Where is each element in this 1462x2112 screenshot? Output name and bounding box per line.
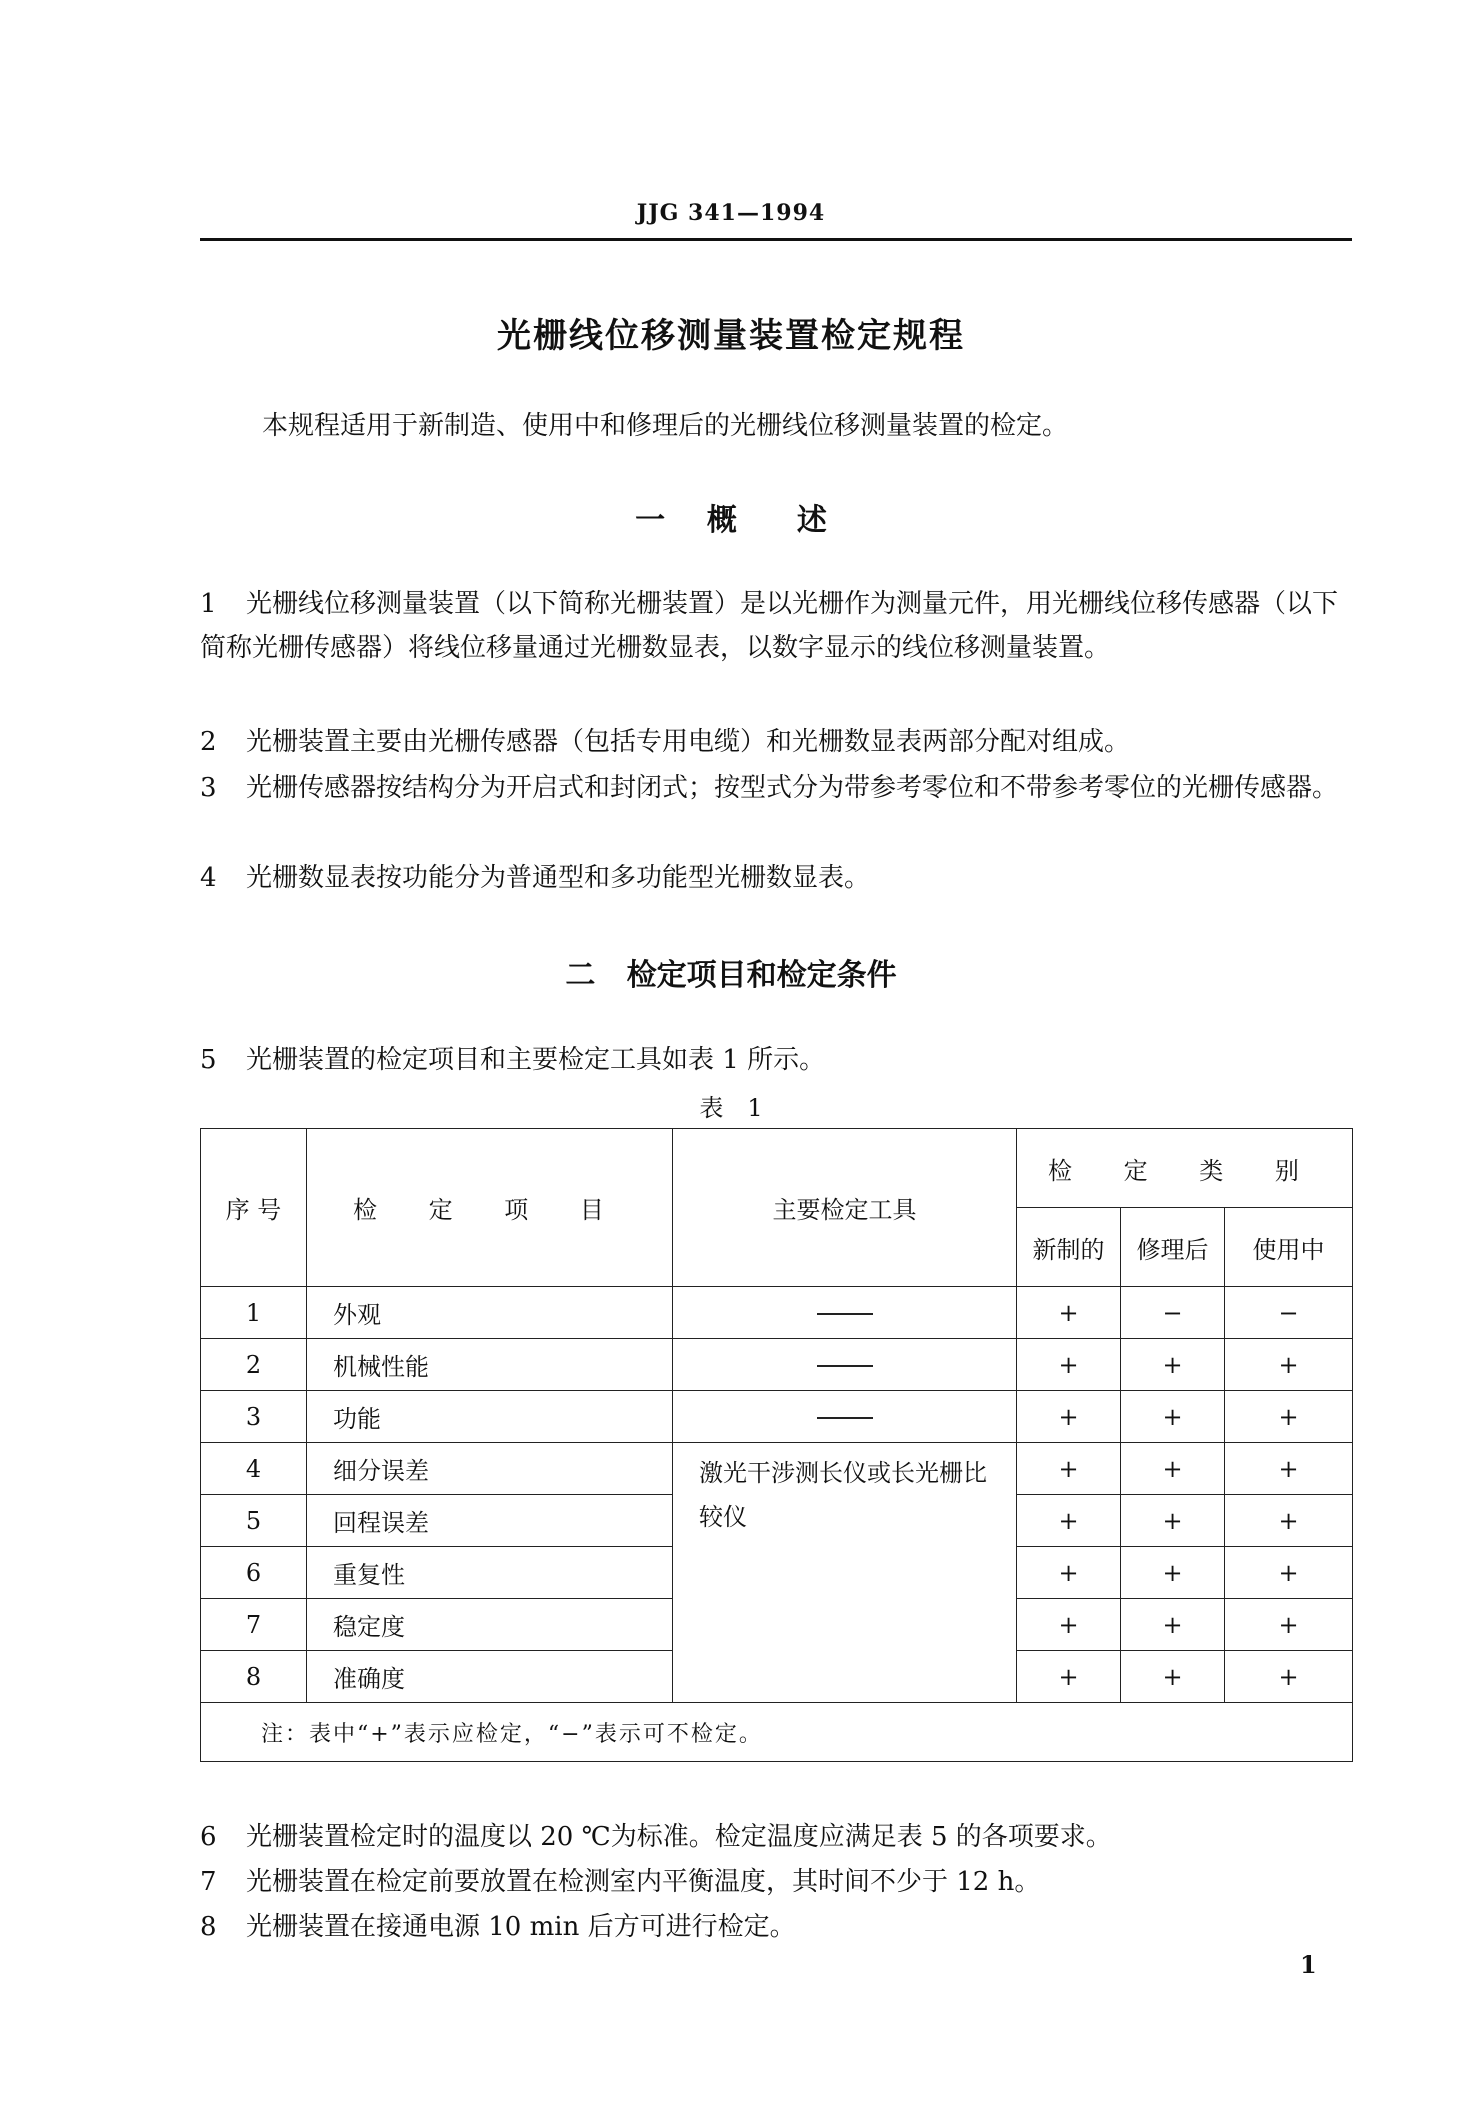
dash-mark [817,1313,873,1315]
row-item: 外观 [307,1287,673,1339]
row-in-use: + [1225,1339,1353,1391]
paragraph-number: 4 [200,863,217,893]
paragraph-text: 光栅装置在检定前要放置在检测室内平衡温度，其时间不少于 12 h。 [246,1867,1041,1897]
row-tool-none [673,1287,1017,1339]
table-note: 注：表中“+”表示应检定，“−”表示可不检定。 [201,1703,1353,1762]
row-repaired: + [1121,1391,1225,1443]
row-repaired: + [1121,1495,1225,1547]
row-in-use: + [1225,1495,1353,1547]
row-seq: 1 [201,1287,307,1339]
row-seq: 8 [201,1651,307,1703]
row-new: + [1017,1443,1121,1495]
document-code: JJG 341—1994 [636,200,826,226]
paragraph-1 [200,582,1352,670]
paragraph-2 [200,720,1352,764]
paragraph-text: 光栅传感器按结构分为开启式和封闭式；按型式分为带参考零位和不带参考零位的光栅传感器。 [246,773,1339,803]
paragraph-8 [200,1905,1352,1949]
page-number: 1 [1300,1950,1317,1979]
row-repaired: + [1121,1547,1225,1599]
row-new: + [1017,1599,1121,1651]
dash-mark [817,1417,873,1419]
row-repaired: + [1121,1339,1225,1391]
row-item: 细分误差 [307,1443,673,1495]
row-tool-none [673,1391,1017,1443]
row-new: + [1017,1339,1121,1391]
section-number: 一 [635,503,666,538]
row-new: + [1017,1495,1121,1547]
row-in-use: + [1225,1599,1353,1651]
header-in-use: 使用中 [1225,1208,1353,1287]
header-seq: 序 号 [201,1129,307,1287]
paragraph-6 [200,1815,1352,1859]
paragraph-text: 光栅装置的检定项目和主要检定工具如表 1 所示。 [246,1045,826,1075]
row-repaired: + [1121,1599,1225,1651]
row-item: 功能 [307,1391,673,1443]
dash-mark [817,1365,873,1367]
row-item: 稳定度 [307,1599,673,1651]
paragraph-number: 2 [200,727,217,757]
paragraph-number: 3 [200,773,217,803]
row-seq: 4 [201,1443,307,1495]
row-seq: 6 [201,1547,307,1599]
row-seq: 2 [201,1339,307,1391]
row-in-use: + [1225,1443,1353,1495]
row-new: + [1017,1651,1121,1703]
table-caption: 表 1 [699,1094,763,1122]
header-repaired: 修理后 [1121,1208,1225,1287]
paragraph-number: 8 [200,1912,217,1942]
paragraph-text: 光栅装置主要由光栅传感器（包括专用电缆）和光栅数显表两部分配对组成。 [246,727,1131,757]
paragraph-3 [200,766,1352,810]
row-seq: 3 [201,1391,307,1443]
row-new: + [1017,1547,1121,1599]
row-new: + [1017,1287,1121,1339]
table-row [201,1339,1353,1391]
row-seq: 5 [201,1495,307,1547]
verification-items-table [200,1128,1353,1762]
paragraph-number: 6 [200,1822,217,1852]
row-tool-laser: 激光干涉测长仪或长光栅比较仪 [673,1443,1017,1703]
paragraph-text: 光栅线位移测量装置（以下简称光栅装置）是以光栅作为测量元件，用光栅线位移传感器（以下简称光栅传感器）将线位移量通过光栅数显表，以数字显示的线位移测量装置。 [200,589,1339,663]
row-repaired: + [1121,1651,1225,1703]
row-repaired: − [1121,1287,1225,1339]
row-in-use: + [1225,1651,1353,1703]
section-title: 检定项目和检定条件 [626,958,897,993]
table-row [201,1443,1353,1495]
paragraph-text: 光栅数显表按功能分为普通型和多功能型光栅数显表。 [246,863,871,893]
table-row [201,1391,1353,1443]
row-in-use: + [1225,1391,1353,1443]
row-in-use: + [1225,1547,1353,1599]
header-category: 检 定 类 别 [1017,1129,1353,1208]
header-item: 检 定 项 目 [307,1129,673,1287]
table-row [201,1287,1353,1339]
row-new: + [1017,1391,1121,1443]
paragraph-7 [200,1860,1352,1904]
section-heading-overview [0,495,1462,539]
row-item: 重复性 [307,1547,673,1599]
intro-paragraph: 本规程适用于新制造、使用中和修理后的光栅线位移测量装置的检定。 [262,411,1069,441]
paragraph-5 [200,1038,1352,1082]
document-title: 光栅线位移测量装置检定规程 [497,316,965,356]
paragraph-text: 光栅装置在接通电源 10 min 后方可进行检定。 [246,1912,796,1942]
paragraph-number: 7 [200,1867,217,1897]
section-title: 概 述 [706,503,827,538]
row-repaired: + [1121,1443,1225,1495]
header-new: 新制的 [1017,1208,1121,1287]
paragraph-number: 1 [200,589,217,619]
section-number: 二 [565,958,596,993]
row-seq: 7 [201,1599,307,1651]
row-item: 回程误差 [307,1495,673,1547]
paragraph-4 [200,856,1352,900]
section-heading-items-conditions [0,950,1462,994]
row-item: 机械性能 [307,1339,673,1391]
row-in-use: − [1225,1287,1353,1339]
row-tool-none [673,1339,1017,1391]
header-rule [200,238,1352,241]
paragraph-number: 5 [200,1045,217,1075]
row-item: 准确度 [307,1651,673,1703]
paragraph-text: 光栅装置检定时的温度以 20 ℃为标准。检定温度应满足表 5 的各项要求。 [246,1822,1112,1852]
header-tool: 主要检定工具 [673,1129,1017,1287]
